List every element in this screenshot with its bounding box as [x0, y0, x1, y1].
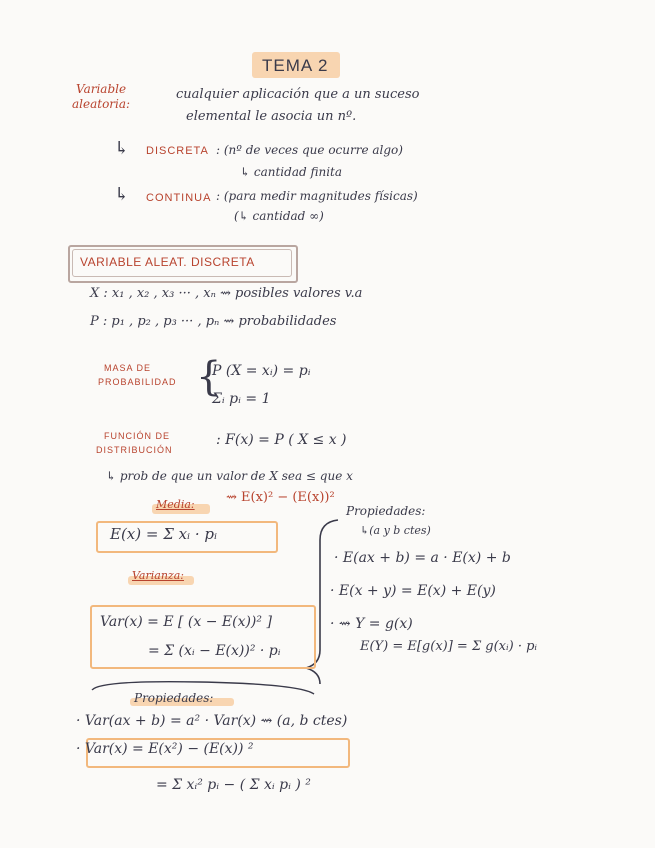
- varianza-eq1: Var(x) = E [ (x − E(x))² ]: [100, 614, 272, 630]
- variable-label-line2: aleatoria:: [72, 97, 131, 111]
- propiedad-esperanza-lineal: · E(ax + b) = a · E(x) + b: [334, 550, 511, 566]
- propiedades-right-sub: ↳(a y b ctes): [360, 524, 431, 537]
- media-arrow-note: ⇝ E(x)² − (E(x))²: [226, 490, 335, 505]
- discreta-text: : (nº de veces que ocurre algo): [216, 143, 403, 157]
- masa-label-line1: MASA DE: [104, 363, 152, 373]
- arrow-icon: ↳: [114, 138, 130, 159]
- masa-label-line2: PROBABILIDAD: [98, 377, 177, 387]
- media-eq: E(x) = Σ xᵢ · pᵢ: [110, 525, 217, 543]
- continua-label: CONTINUA: [146, 192, 212, 204]
- arrow-icon: ↳: [114, 184, 130, 205]
- discreta-sub: ↳ cantidad finita: [240, 165, 343, 179]
- masa-eq1: P (X = xᵢ) = pᵢ: [212, 363, 311, 379]
- section-title: VARIABLE ALEAT. DISCRETA: [80, 255, 255, 269]
- values-line: X : x₁ , x₂ , x₃ ··· , xₙ ⇝ posibles valores v.a: [90, 286, 363, 301]
- propiedad-esperanza-suma: · E(x + y) = E(x) + E(y): [330, 583, 496, 599]
- propiedad-varianza-lineal: · Var(ax + b) = a² · Var(x) ⇝ (a, b ctes): [76, 713, 348, 729]
- media-heading: Media:: [156, 498, 195, 511]
- funcion-note: ↳ prob de que un valor de X sea ≤ que x: [106, 469, 353, 483]
- funcion-label-line1: FUNCIÓN DE: [104, 431, 170, 441]
- masa-eq2: Σᵢ pᵢ = 1: [212, 391, 271, 407]
- brace-icon: {: [196, 354, 222, 400]
- propiedad-funcion-va: · ⇝ Y = g(x): [330, 616, 413, 632]
- funcion-label-line2: DISTRIBUCIÓN: [96, 445, 173, 455]
- variable-def-line2: elemental le asocia un nº.: [186, 109, 357, 124]
- varianza-heading: Varianza:: [132, 569, 184, 582]
- variable-def-line1: cualquier aplicación que a un suceso: [176, 87, 420, 102]
- variable-label-line1: Variable: [76, 82, 127, 96]
- propiedad-varianza-formula: · Var(x) = E(x²) − (E(x)) ²: [76, 741, 254, 757]
- probabilities-line: P : p₁ , p₂ , p₃ ··· , pₙ ⇝ probabilidades: [90, 314, 337, 329]
- propiedad-esperanza-funcion: E(Y) = E[g(x)] = Σ g(xᵢ) · pᵢ: [360, 639, 538, 654]
- propiedades-bottom-heading: Propiedades:: [134, 691, 214, 705]
- funcion-eq: : F(x) = P ( X ≤ x ): [216, 432, 347, 448]
- continua-sub: (↳ cantidad ∞): [234, 209, 324, 223]
- continua-text: : (para medir magnitudes físicas): [216, 189, 418, 203]
- propiedad-varianza-sumatorio: = Σ xᵢ² pᵢ − ( Σ xᵢ pᵢ ) ²: [156, 777, 311, 793]
- propiedades-right-heading: Propiedades:: [346, 504, 426, 518]
- page-title: TEMA 2: [262, 56, 329, 75]
- varianza-eq2: = Σ (xᵢ − E(x))² · pᵢ: [148, 643, 281, 659]
- discreta-label: DISCRETA: [146, 145, 209, 157]
